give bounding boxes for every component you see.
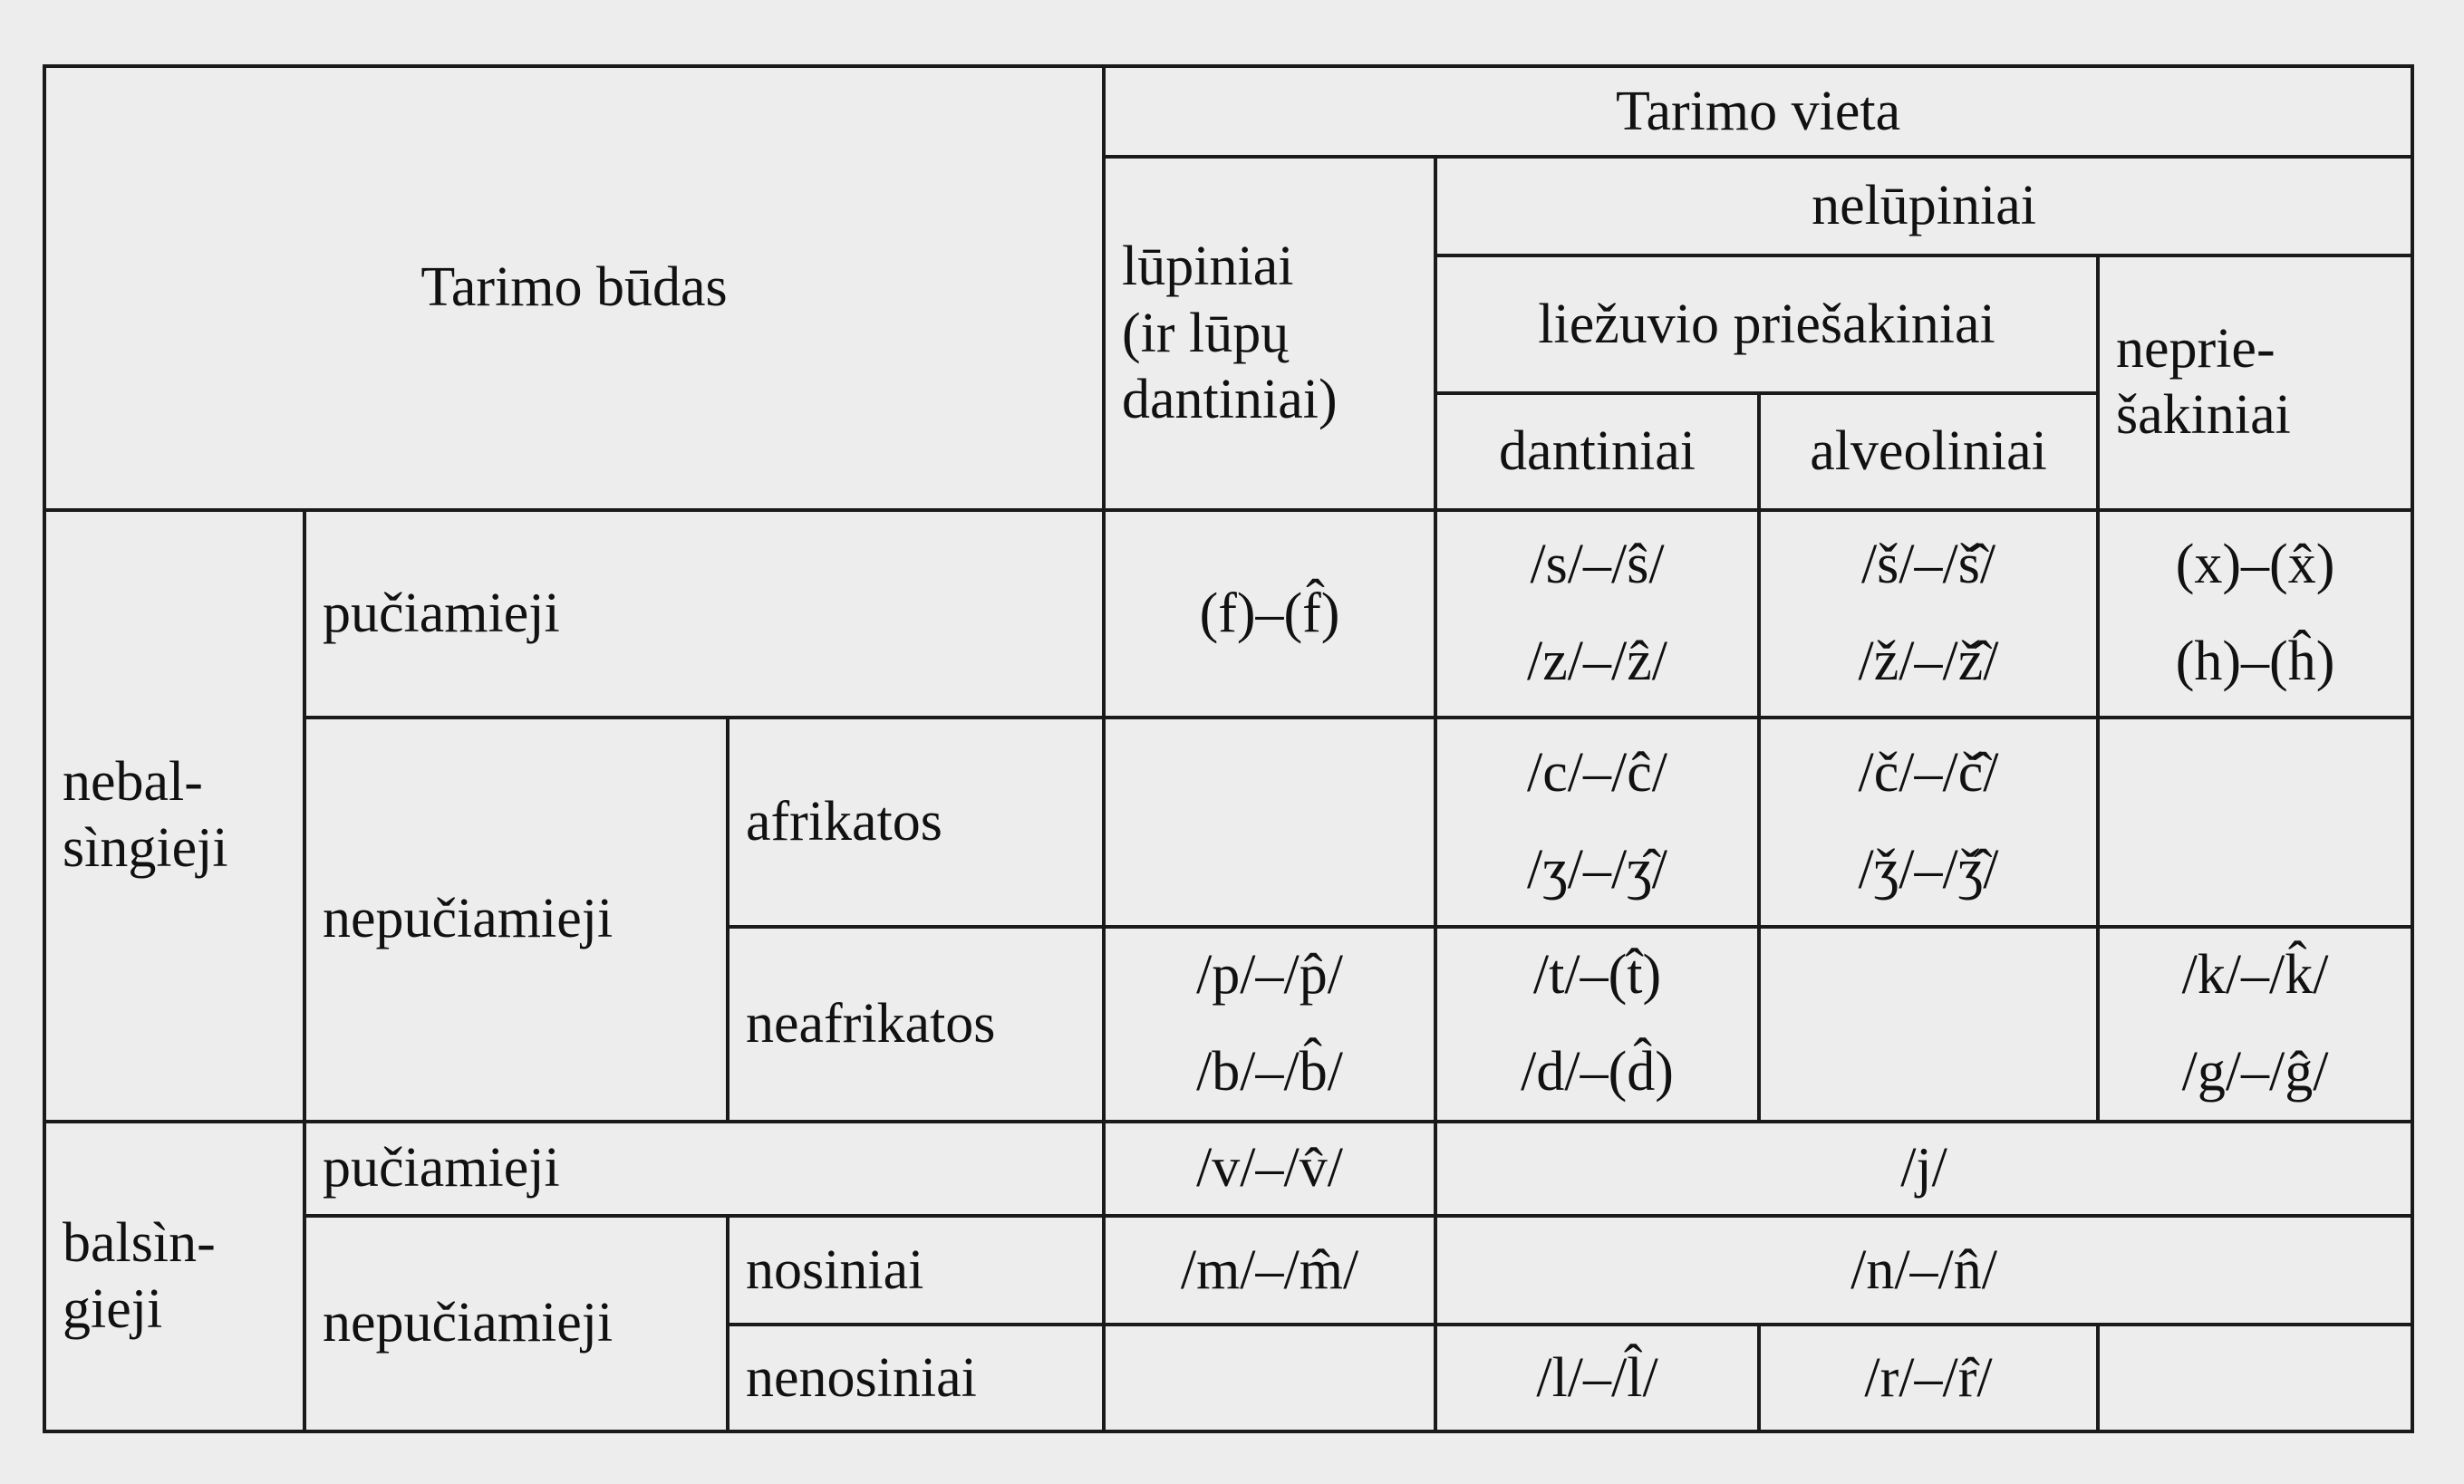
row-puciamieji-nebalsingieji — [44, 510, 2412, 718]
row-label-nepuciamieji: nepučiamieji — [304, 718, 728, 1122]
cell-nenosiniai-dantiniai: /l/–/l̂/ — [1435, 1325, 1759, 1431]
cell-nosiniai-lupiniai: /m/–/m̂/ — [1104, 1216, 1435, 1325]
header-lupiniai: lūpiniai (ir lūpų dantiniai) — [1104, 157, 1435, 510]
cell-afrikatos-nepriesakiniai — [2098, 718, 2412, 927]
row-label-nenosiniai: nenosiniai — [728, 1325, 1104, 1431]
cell-neafrikatos-alveoliniai — [1759, 927, 2098, 1122]
cell-neafrikatos-nepriesakiniai: /k/–/k̂/ /g/–/ĝ/ — [2098, 927, 2412, 1122]
row-label-neafrikatos: neafrikatos — [728, 927, 1104, 1122]
header-nelupiniai: nelūpiniai — [1435, 157, 2412, 255]
cell-nenosiniai-nepriesakiniai — [2098, 1325, 2412, 1431]
row-afrikatos — [44, 718, 2412, 927]
cell-puciamieji-alveoliniai: /š/–/š̂/ /ž/–/ž̂/ — [1759, 510, 2098, 718]
row-group-balsingieji: balsìn- gieji — [44, 1122, 304, 1431]
row-group-nebalsingieji: nebal- sìngieji — [44, 510, 304, 1122]
row-nosiniai — [44, 1216, 2412, 1325]
cell-nenosiniai-alveoliniai: /r/–/r̂/ — [1759, 1325, 2098, 1431]
header-alveoliniai: alveoliniai — [1759, 393, 2098, 510]
header-row-1 — [44, 66, 2412, 157]
cell-puciamieji-dantiniai: /s/–/ŝ/ /z/–/ẑ/ — [1435, 510, 1759, 718]
cell-neafrikatos-lupiniai: /p/–/p̂/ /b/–/b̂/ — [1104, 927, 1435, 1122]
row-label-nepuciamieji-2: nepučiamieji — [304, 1216, 728, 1431]
cell-afrikatos-alveoliniai: /č/–/č̂/ /ǯ/–/ǯ̂/ — [1759, 718, 2098, 927]
cell-afrikatos-dantiniai: /c/–/ĉ/ /ʒ/–/ʒ̂/ — [1435, 718, 1759, 927]
cell-puciamieji-nepriesakiniai: (x)–(x̂) (h)–(ĥ) — [2098, 510, 2412, 718]
row-label-afrikatos: afrikatos — [728, 718, 1104, 927]
row-label-puciamieji: pučiamieji — [304, 510, 1104, 718]
header-tarimo-vieta: Tarimo vieta — [1104, 66, 2412, 157]
header-tarimo-budas: Tarimo būdas — [44, 66, 1104, 510]
header-dantiniai: dantiniai — [1435, 393, 1759, 510]
cell-puciamieji-lupiniai: (f)–(f̂) — [1104, 510, 1435, 718]
cell-neafrikatos-dantiniai: /t/–(t̂) /d/–(d̂) — [1435, 927, 1759, 1122]
header-liezuvio-priesakiniai: liežuvio priešakiniai — [1435, 255, 2098, 394]
row-label-puciamieji-2: pučiamieji — [304, 1122, 1104, 1216]
cell-nenosiniai-lupiniai — [1104, 1325, 1435, 1431]
cell-nosiniai-nelupiniai: /n/–/n̂/ — [1435, 1216, 2412, 1325]
cell-bal-puciamieji-lupiniai: /v/–/v̂/ — [1104, 1122, 1435, 1216]
row-label-nosiniai: nosiniai — [728, 1216, 1104, 1325]
cell-afrikatos-lupiniai — [1104, 718, 1435, 927]
cell-bal-puciamieji-nelupiniai: /j/ — [1435, 1122, 2412, 1216]
row-puciamieji-balsingieji — [44, 1122, 2412, 1216]
consonant-classification-table — [43, 64, 2414, 1433]
header-nepriesakiniai: neprie- šakiniai — [2098, 255, 2412, 510]
